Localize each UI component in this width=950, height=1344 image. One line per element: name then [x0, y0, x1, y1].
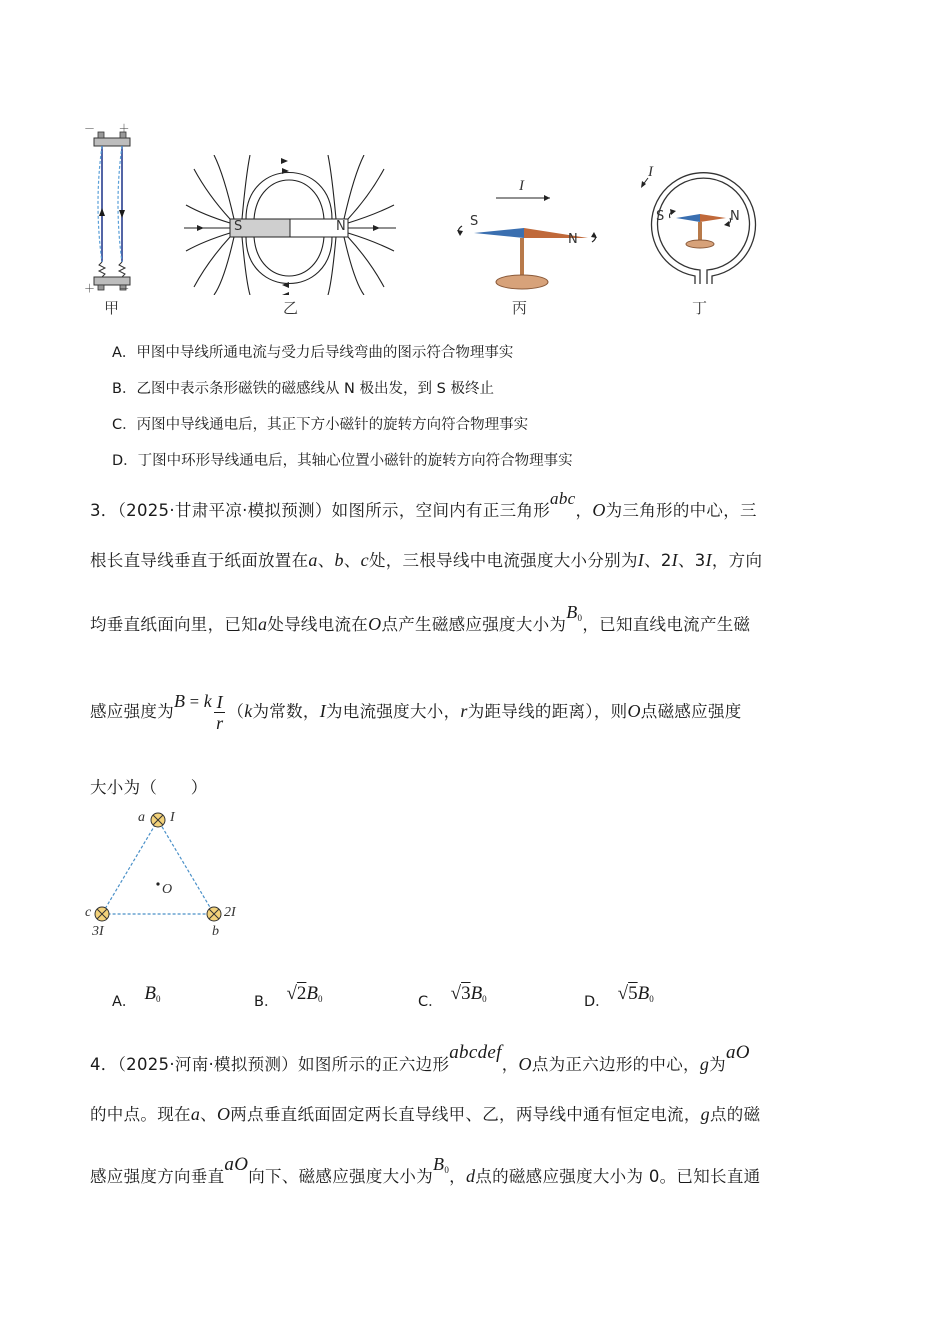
label-c: c — [85, 905, 92, 920]
ding-pole-s: S — [656, 209, 665, 224]
q2-option-d[interactable] — [112, 451, 573, 471]
label-2I: 2I — [224, 905, 236, 920]
label-b: b — [212, 924, 219, 939]
bing-current-label: I — [519, 178, 524, 194]
triangle-drawing — [82, 808, 252, 944]
jia-signs-top: － ＋ — [84, 122, 140, 135]
q3-choice-b[interactable]: B． $√2B_0$ — [254, 983, 323, 1010]
compass-in-loop-drawing — [640, 166, 760, 296]
q2-option-b[interactable] — [112, 379, 494, 399]
question-number: 3． — [90, 501, 118, 520]
bing-pole-s: S — [470, 214, 479, 229]
option-text: 丙图中导线通电后，其正下方小磁针的旋转方向符合物理事实 — [136, 417, 529, 433]
formula-lhs: B — [174, 691, 186, 711]
figure-yi — [184, 155, 396, 295]
caption-bing: 丙 — [512, 299, 528, 317]
question-source: （2025·甘肃平凉·模拟预测） — [117, 501, 332, 520]
q4-line-2: 的中点。现在a、O两点垂直纸面固定两长直导线甲、乙，两导线中通有恒定电流，g点的磁 — [90, 1104, 761, 1124]
q2-option-a[interactable] — [112, 343, 513, 363]
q3-choice-d[interactable]: D． $√5B_0$ — [584, 983, 654, 1010]
wire-b — [207, 907, 221, 921]
q3-line-5: 大小为（ ） — [90, 778, 208, 797]
q3-line-1: 3．（2025·甘肃平凉·模拟预测）如图所示，空间内有正三角形abc，O为三角形的中心，三 — [90, 489, 757, 520]
label-O: O — [162, 882, 173, 897]
caption-ding: 丁 — [692, 299, 708, 317]
option-label: C． — [112, 417, 137, 433]
ding-current-label: I — [648, 164, 653, 180]
q4-line-1: 4．（2025·河南·模拟预测）如图所示的正六边形abcdef，O点为正六边形的中心，g为aO — [90, 1042, 750, 1074]
sqrt-symbol: √ — [286, 983, 297, 1004]
magnet-pole-n: N — [336, 219, 346, 234]
figure-jia-drawing — [84, 124, 144, 294]
label-I: I — [170, 810, 175, 825]
formula-fraction: $\frac{I}{r}$ — [216, 692, 224, 733]
jia-signs-bottom: ＋ － — [84, 282, 140, 295]
question-source: （2025·河南·模拟预测） — [117, 1055, 299, 1074]
label-3I: 3I — [92, 924, 104, 939]
sqrt-symbol: √ — [617, 983, 629, 1004]
compass-under-wire-drawing — [452, 178, 602, 298]
q3-triangle-figure — [82, 808, 252, 944]
q4-line-3: 感应强度方向垂直aO向下、磁感应强度大小为$B_0$，d点的磁感应强度大小为 0。已知长直通 — [90, 1154, 761, 1186]
q3-line-2: 根长直导线垂直于纸面放置在a、b、c处，三根导线中电流强度大小分别为I、2I、3I，方向 — [90, 550, 763, 570]
q3-line-4: 感应强度为B = k $\frac{I}{r}$ （k为常数，I为电流强度大小，r为距导线的距离），则O点磁感应强度 — [90, 691, 742, 733]
q3-choice-a[interactable]: A． $B_0$ — [112, 983, 161, 1010]
field-lines-drawing — [184, 155, 396, 295]
magnet-pole-s: S — [234, 219, 243, 234]
figure-jia — [84, 124, 144, 294]
figure-bing — [452, 178, 602, 298]
option-text: 甲图中导线所通电流与受力后导线弯曲的图示符合物理事实 — [136, 345, 514, 361]
wire-a — [151, 813, 165, 827]
q3-line-3: 均垂直纸面向里，已知a处导线电流在O点产生磁感应强度大小为$B_0$，已知直线电流产生磁 — [90, 602, 751, 634]
caption-yi: 乙 — [283, 299, 299, 317]
option-text: 丁图中环形导线通电后，其轴心位置小磁针的旋转方向符合物理事实 — [137, 453, 573, 469]
option-label: B． — [112, 381, 137, 397]
sqrt-symbol: √ — [450, 983, 462, 1004]
q3-choice-c[interactable]: C． $√3B_0$ — [418, 983, 487, 1010]
wire-c — [95, 907, 109, 921]
q2-option-c[interactable] — [112, 415, 528, 435]
figure-ding — [640, 166, 760, 296]
caption-jia: 甲 — [104, 299, 120, 317]
option-label: D． — [112, 453, 138, 469]
label-a: a — [138, 810, 145, 825]
option-text: 乙图中表示条形磁铁的磁感线从 N 极出发，到 S 极终止 — [136, 381, 494, 397]
bing-pole-n: N — [568, 232, 578, 247]
option-label: A． — [112, 345, 137, 361]
ding-pole-n: N — [730, 209, 740, 224]
question-number: 4． — [90, 1055, 118, 1074]
